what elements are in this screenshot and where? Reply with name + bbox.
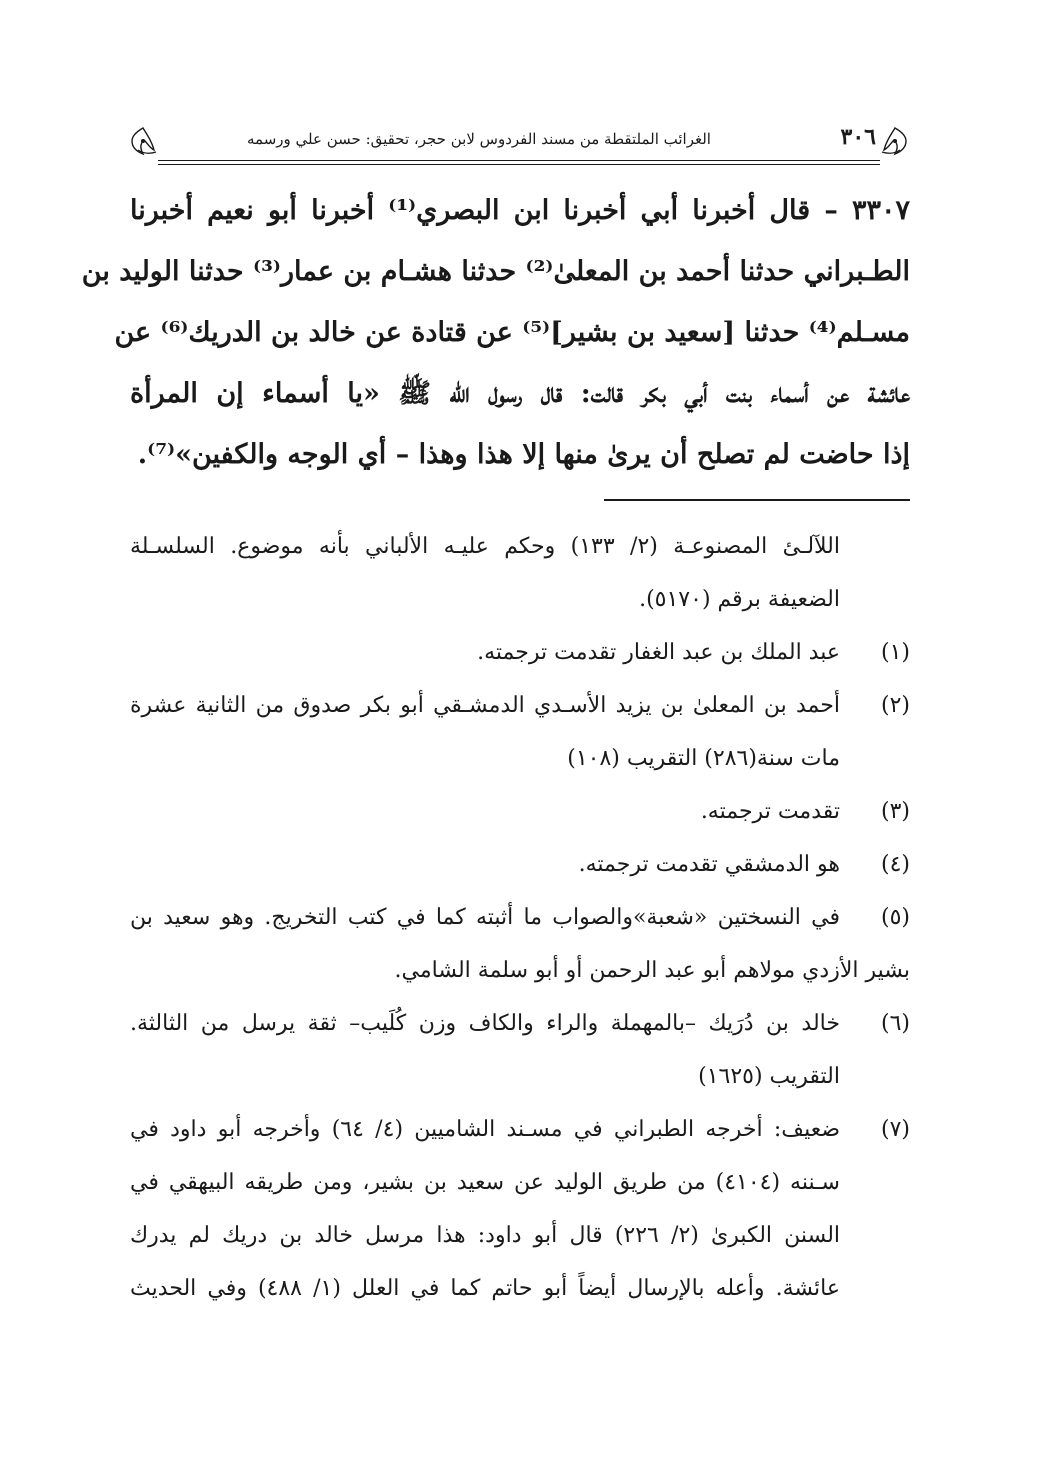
footnote-text: مات سنة(٢٨٦) التقريب (١٠٨): [567, 746, 840, 771]
footnote-number: (٤): [880, 852, 910, 877]
footnote-text: السنن الكبرىٰ (٢/ ٢٢٦) قال أبو داود: هذا مرسل خالد بن دريك لم يدرك: [130, 1223, 841, 1248]
ornament-right-icon: [880, 126, 910, 156]
footnote-4: [130, 838, 910, 891]
header-rule-thin: [158, 164, 880, 165]
footnote-text: ضعيف: أخرجه الطبراني في مسـند الشاميين (٤/ ٦٤) وأخرجه أبو داود في: [130, 1117, 841, 1142]
footnote-text: عائشة. وأعله بالإرسال أيضاً أبو حاتم كما في العلل (١/ ٤٨٨) وفي الحديث: [130, 1276, 841, 1301]
main-line: الطـبراني حدثنا أحمد بن المعلىٰ⁽²⁾ حدثنا هشـام بن عمار⁽³⁾ حدثنا الوليد بن: [81, 256, 910, 287]
footnote-2: [130, 679, 910, 732]
page-number: ٣٠٦: [840, 124, 876, 150]
page-header: [128, 122, 910, 162]
footnote-5: [130, 891, 910, 944]
footnote-7: [130, 1103, 910, 1156]
footnote-number: (٦): [880, 1011, 910, 1036]
footnote-separator: [604, 499, 910, 501]
main-text: [81, 180, 911, 485]
footnote-continuation-line: اللآلـئ المصنوعـة (٢/ ١٣٣) وحكم عليـه الألباني بأنه موضوع. السلسـلة: [130, 534, 840, 559]
footnote-marker: ⁽⁷⁾.: [137, 439, 176, 470]
main-line: مسـلم⁽⁴⁾ حدثنا [سعيد بن بشير]⁽⁵⁾ عن قتادة عن خالد بن الدريك⁽⁶⁾ عن: [114, 317, 910, 348]
footnote-text: سـننه (٤١٠٤) من طريق الوليد عن سعيد بن بشير، ومن طريقه البيهقي في: [130, 1170, 840, 1195]
footnote-text: بشير الأزدي مولاهم أبو عبد الرحمن أو أبو سلمة الشامي.: [394, 958, 910, 983]
footnote-number: (٥): [880, 905, 910, 930]
main-line: [130, 363, 910, 424]
ornament-left-icon: [128, 126, 158, 156]
footnotes: [130, 520, 910, 1315]
footnote-number: (٣): [880, 799, 910, 824]
hadith-text-start: «يا أسماء إن المرأة: [130, 378, 380, 409]
main-line: [130, 424, 910, 485]
footnote-6: [130, 997, 910, 1050]
footnote-continuation-line: الضعيفة برقم (٥١٧٠).: [639, 587, 840, 612]
footnote-text: هو الدمشقي تقدمت ترجمته.: [578, 852, 840, 877]
footnote-text: أحمد بن المعلىٰ بن يزيد الأسـدي الدمشـقي أبو بكر صدوق من الثانية عشرة: [130, 693, 840, 718]
footnote-text: تقدمت ترجمته.: [700, 799, 840, 824]
footnote-3: [130, 785, 910, 838]
main-line: ٣٣٠٧ – قال أخبرنا أبي أخبرنا ابن البصري⁽¹⁾ أخبرنا أبو نعيم أخبرنا: [130, 195, 911, 226]
footnote-text: التقريب (١٦٢٥): [698, 1064, 840, 1089]
header-rule: [158, 160, 880, 161]
footnote-1: [130, 626, 910, 679]
footnote-text: في النسختين «شعبة»والصواب ما أثبته كما في كتب التخريج. وهو سعيد بن: [130, 905, 840, 930]
footnote-text: عبد الملك بن عبد الغفار تقدمت ترجمته.: [477, 640, 840, 665]
footnote-number: (٧): [880, 1117, 910, 1142]
main-line-plain: عائشة عن أسماء بنت أبي بكر قالت: قال رسول الله ﷺ: [398, 378, 911, 409]
footnote-text: خالد بن دُرَيك –بالمهملة والراء والكاف وزن كُلَيب– ثقة يرسل من الثالثة.: [130, 1011, 840, 1036]
hadith-text-end: إذا حاضت لم تصلح أن يرىٰ منها إلا هذا وهذا – أي الوجه والكفين»: [175, 439, 910, 470]
footnote-number: (١): [880, 640, 910, 665]
footnote-number: (٢): [880, 693, 910, 718]
running-title: الغرائب الملتقطة من مسند الفردوس لابن حجر، تحقيق: حسن علي ورسمه: [247, 130, 711, 148]
